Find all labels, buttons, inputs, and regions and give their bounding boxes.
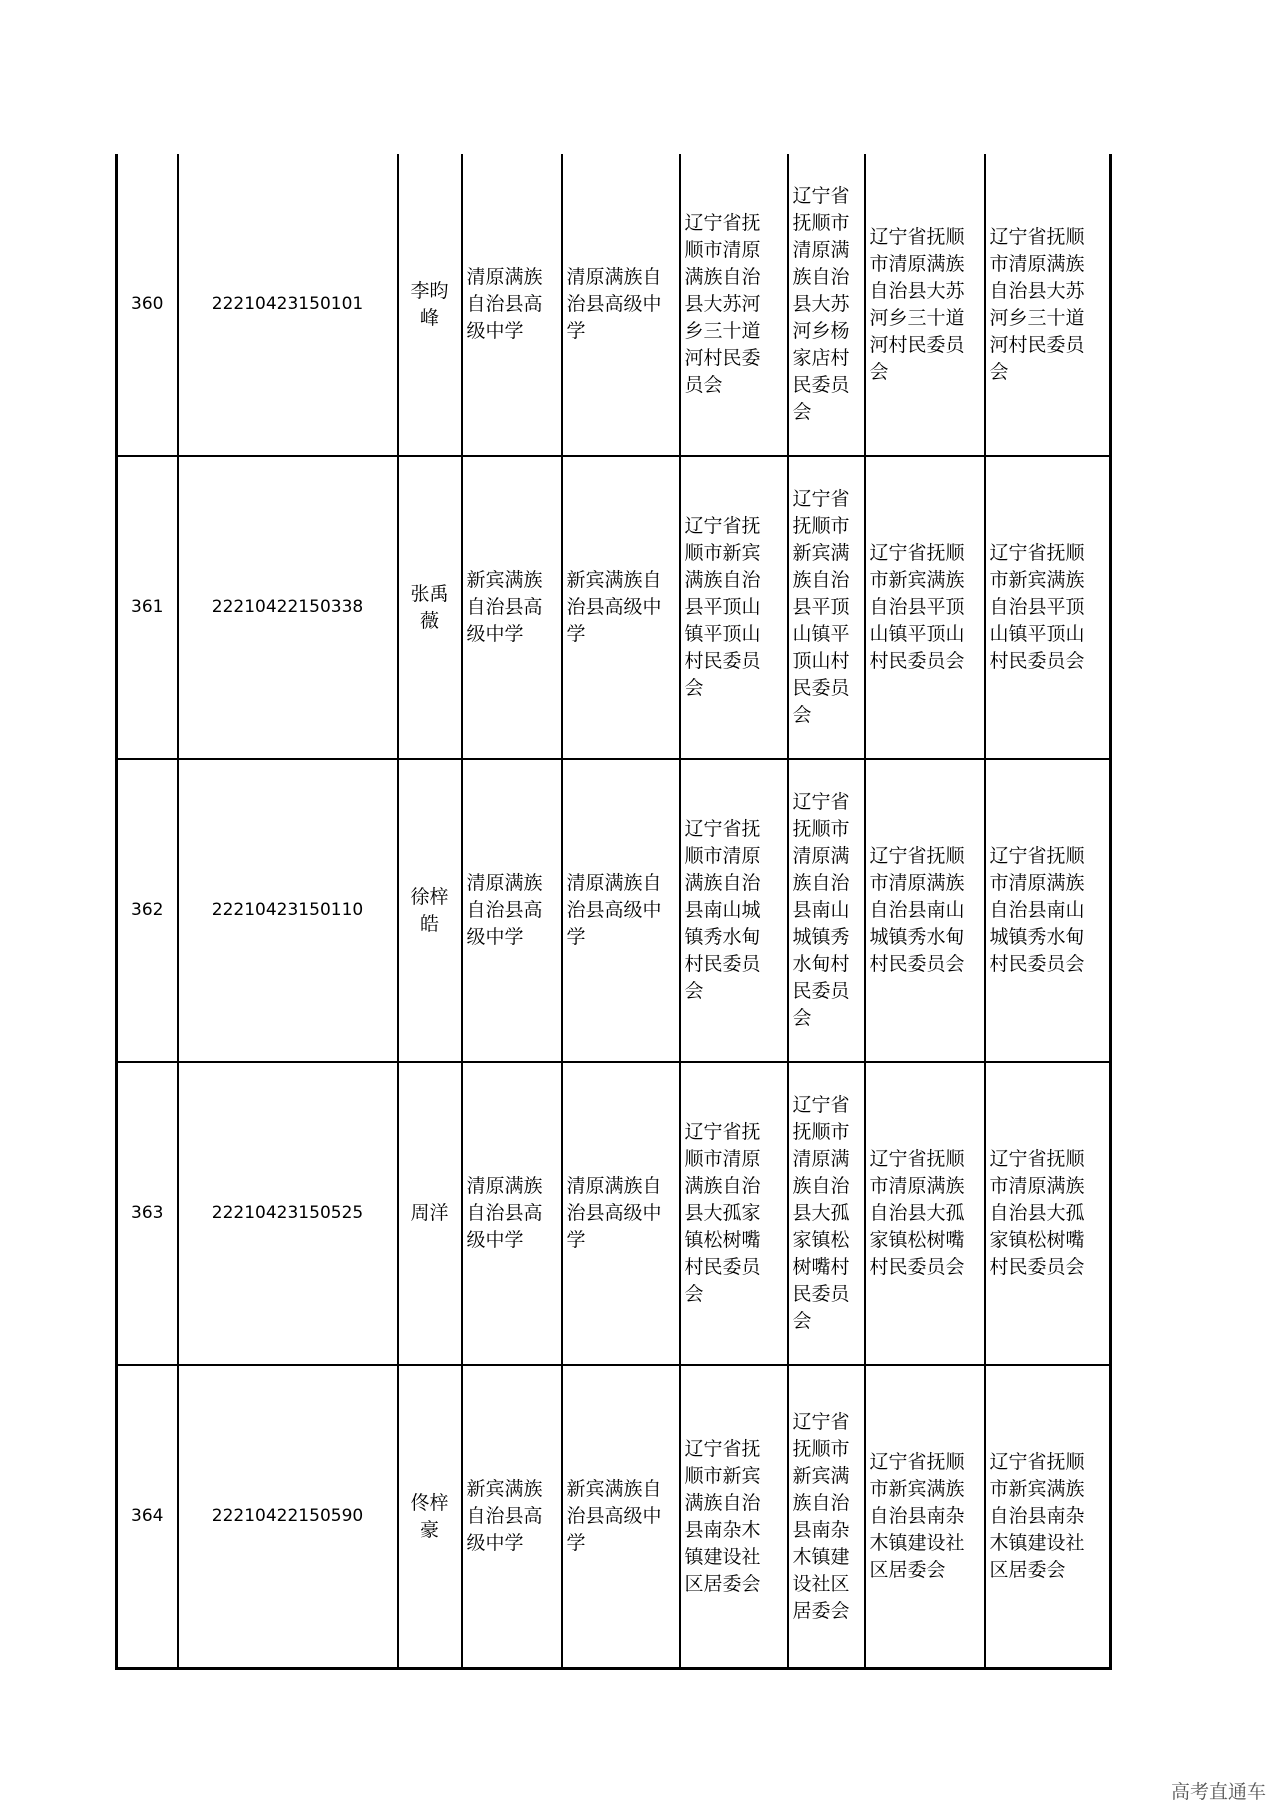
cell-address-3-text: 辽宁省抚顺 市清原满族 自治县大孤 家镇松树嘴 村民委员会 bbox=[869, 1148, 965, 1278]
cell-address-2 bbox=[788, 456, 865, 759]
cell-school-2-text: 清原满族自 治县高级中 学 bbox=[566, 266, 662, 342]
cell-address-4-text: 辽宁省抚顺 市新宾满族 自治县南杂 木镇建设社 区居委会 bbox=[989, 1451, 1085, 1581]
cell-address-4-text: 辽宁省抚顺 市清原满族 自治县大苏 河乡三十道 河村民委员 会 bbox=[989, 225, 1085, 383]
cell-seq bbox=[117, 759, 178, 1062]
cell-school-1 bbox=[462, 456, 562, 759]
cell-school-1 bbox=[462, 1365, 562, 1669]
cell-address-3-text: 辽宁省抚顺 市新宾满族 自治县南杂 木镇建设社 区居委会 bbox=[869, 1451, 965, 1581]
cell-address-2-text: 辽宁省 抚顺市 清原满 族自治 县大孤 家镇松 树嘴村 民委员 会 bbox=[792, 1094, 850, 1332]
cell-school-2 bbox=[562, 1062, 680, 1365]
cell-address-4 bbox=[985, 1365, 1111, 1669]
cell-seq-text: 361 bbox=[131, 597, 164, 617]
cell-address-4 bbox=[985, 759, 1111, 1062]
table-row bbox=[117, 456, 1111, 759]
cell-address-4-text: 辽宁省抚顺 市清原满族 自治县大孤 家镇松树嘴 村民委员会 bbox=[989, 1148, 1085, 1278]
cell-address-3-text: 辽宁省抚顺 市新宾满族 自治县平顶 山镇平顶山 村民委员会 bbox=[869, 542, 965, 672]
cell-school-1-text: 新宾满族 自治县高 级中学 bbox=[466, 569, 543, 645]
cell-address-1-text: 辽宁省抚 顺市清原 满族自治 县南山城 镇秀水甸 村民委员 会 bbox=[684, 818, 761, 1002]
cell-address-1 bbox=[680, 1062, 788, 1365]
cell-id-text: 22210422150338 bbox=[211, 597, 364, 617]
cell-address-1-text: 辽宁省抚 顺市清原 满族自治 县大苏河 乡三十道 河村民委 员会 bbox=[684, 212, 761, 396]
cell-address-2 bbox=[788, 1062, 865, 1365]
cell-address-3-text: 辽宁省抚顺 市清原满族 自治县南山 城镇秀水甸 村民委员会 bbox=[869, 845, 965, 975]
cell-school-2 bbox=[562, 759, 680, 1062]
cell-id bbox=[178, 1365, 398, 1669]
table-body bbox=[117, 154, 1111, 1669]
cell-school-1 bbox=[462, 154, 562, 456]
cell-address-4 bbox=[985, 154, 1111, 456]
table-row bbox=[117, 759, 1111, 1062]
cell-name-text: 李昀 峰 bbox=[410, 279, 449, 329]
cell-address-4-text: 辽宁省抚顺 市清原满族 自治县南山 城镇秀水甸 村民委员会 bbox=[989, 845, 1085, 975]
cell-school-2 bbox=[562, 456, 680, 759]
cell-address-4-text: 辽宁省抚顺 市新宾满族 自治县平顶 山镇平顶山 村民委员会 bbox=[989, 542, 1085, 672]
cell-address-2-text: 辽宁省 抚顺市 新宾满 族自治 县平顶 山镇平 顶山村 民委员 会 bbox=[792, 488, 850, 726]
cell-seq bbox=[117, 1365, 178, 1669]
cell-school-1 bbox=[462, 1062, 562, 1365]
cell-name-text: 佟梓 豪 bbox=[410, 1491, 449, 1541]
table-row bbox=[117, 154, 1111, 456]
cell-address-2 bbox=[788, 759, 865, 1062]
cell-address-3 bbox=[865, 759, 985, 1062]
cell-name bbox=[398, 759, 462, 1062]
table-row bbox=[117, 1365, 1111, 1669]
cell-id bbox=[178, 456, 398, 759]
cell-address-2-text: 辽宁省 抚顺市 新宾满 族自治 县南杂 木镇建 设社区 居委会 bbox=[792, 1410, 850, 1622]
cell-seq bbox=[117, 456, 178, 759]
cell-seq-text: 364 bbox=[131, 1506, 164, 1526]
cell-address-2 bbox=[788, 1365, 865, 1669]
roster-table bbox=[115, 154, 1112, 1670]
cell-name-text: 周洋 bbox=[410, 1202, 449, 1224]
cell-school-2-text: 新宾满族自 治县高级中 学 bbox=[566, 569, 662, 645]
cell-address-1-text: 辽宁省抚 顺市清原 满族自治 县大孤家 镇松树嘴 村民委员 会 bbox=[684, 1121, 761, 1305]
cell-school-2 bbox=[562, 154, 680, 456]
cell-address-1 bbox=[680, 456, 788, 759]
cell-school-1-text: 新宾满族 自治县高 级中学 bbox=[466, 1478, 543, 1554]
cell-address-2-text: 辽宁省 抚顺市 清原满 族自治 县南山 城镇秀 水甸村 民委员 会 bbox=[792, 791, 850, 1029]
cell-address-3 bbox=[865, 456, 985, 759]
cell-address-3 bbox=[865, 1062, 985, 1365]
cell-name-text: 张禹 薇 bbox=[410, 582, 449, 632]
cell-address-3 bbox=[865, 1365, 985, 1669]
cell-address-2 bbox=[788, 154, 865, 456]
cell-address-1 bbox=[680, 154, 788, 456]
cell-id-text: 22210423150110 bbox=[211, 900, 364, 920]
cell-school-2-text: 清原满族自 治县高级中 学 bbox=[566, 872, 662, 948]
cell-name bbox=[398, 154, 462, 456]
cell-seq bbox=[117, 154, 178, 456]
cell-address-1-text: 辽宁省抚 顺市新宾 满族自治 县平顶山 镇平顶山 村民委员 会 bbox=[684, 515, 761, 699]
cell-seq bbox=[117, 1062, 178, 1365]
cell-school-1 bbox=[462, 759, 562, 1062]
cell-school-1-text: 清原满族 自治县高 级中学 bbox=[466, 872, 543, 948]
cell-name bbox=[398, 1365, 462, 1669]
cell-address-1 bbox=[680, 759, 788, 1062]
cell-address-3-text: 辽宁省抚顺 市清原满族 自治县大苏 河乡三十道 河村民委员 会 bbox=[869, 225, 965, 383]
cell-address-1-text: 辽宁省抚 顺市新宾 满族自治 县南杂木 镇建设社 区居委会 bbox=[684, 1437, 761, 1595]
cell-id-text: 22210422150590 bbox=[211, 1506, 364, 1526]
cell-name-text: 徐梓 皓 bbox=[410, 885, 449, 935]
cell-school-1-text: 清原满族 自治县高 级中学 bbox=[466, 266, 543, 342]
table-row bbox=[117, 1062, 1111, 1365]
cell-id-text: 22210423150101 bbox=[211, 294, 364, 314]
cell-seq-text: 363 bbox=[131, 1203, 164, 1223]
cell-address-4 bbox=[985, 456, 1111, 759]
cell-seq-text: 362 bbox=[131, 900, 164, 920]
cell-school-2-text: 清原满族自 治县高级中 学 bbox=[566, 1175, 662, 1251]
watermark: 高考直通车 bbox=[1170, 1781, 1266, 1803]
cell-school-2 bbox=[562, 1365, 680, 1669]
cell-address-4 bbox=[985, 1062, 1111, 1365]
cell-id bbox=[178, 759, 398, 1062]
cell-address-3 bbox=[865, 154, 985, 456]
cell-school-1-text: 清原满族 自治县高 级中学 bbox=[466, 1175, 543, 1251]
cell-name bbox=[398, 456, 462, 759]
cell-address-2-text: 辽宁省 抚顺市 清原满 族自治 县大苏 河乡杨 家店村 民委员 会 bbox=[792, 185, 850, 423]
cell-address-1 bbox=[680, 1365, 788, 1669]
cell-school-2-text: 新宾满族自 治县高级中 学 bbox=[566, 1478, 662, 1554]
cell-id bbox=[178, 1062, 398, 1365]
cell-seq-text: 360 bbox=[131, 294, 164, 314]
cell-id bbox=[178, 154, 398, 456]
cell-name bbox=[398, 1062, 462, 1365]
cell-id-text: 22210423150525 bbox=[211, 1203, 364, 1223]
